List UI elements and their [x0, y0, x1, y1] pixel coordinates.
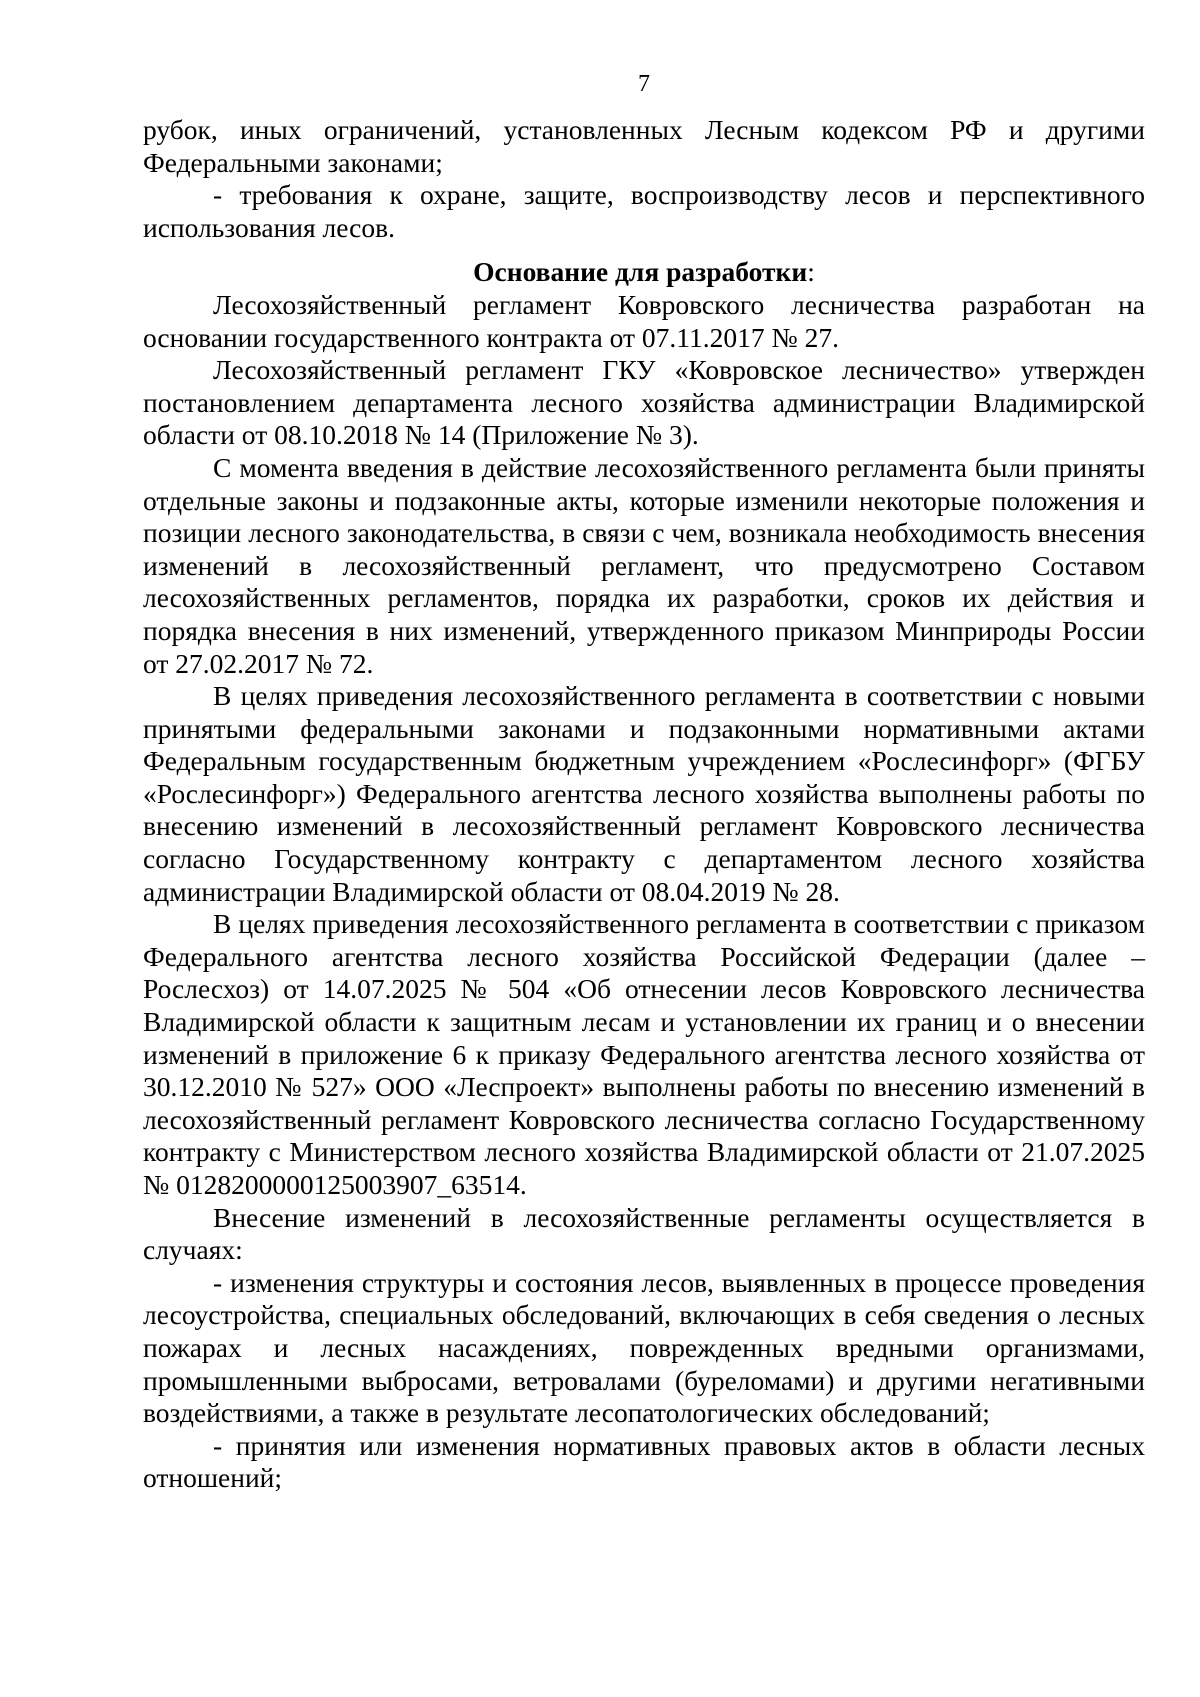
- paragraph-legislation-changes: С момента введения в действие лесохозяйственного регламента были приняты отдельные законы и подзаконные акты, которые изменили некоторые положения и позиции лесного законодательства, в связи с чем, возникала необходимость внесения изменений в лесохозяйственный регламент, что предусмотрено Составом лесохозяйственных регламентов, порядка их разработки, сроков их действия и порядка внесения в них изменений, утвержденного приказом Минприроды России от 27.02.2017 № 72.: [143, 451, 1145, 679]
- list-item-requirements: - требования к охране, защите, воспроизводству лесов и перспективного использования лесов.: [143, 179, 1145, 243]
- paragraph-basis-contract: Лесохозяйственный регламент Ковровского лесничества разработан на основании государственного контракта от 07.11.2017 № 27.: [143, 288, 1145, 353]
- paragraph-lesproekt-works: В целях приведения лесохозяйственного регламента в соответствии с приказом Федерального агентства лесного хозяйства Российской Федерации (далее – Рослесхоз) от 14.07.2025 № 504 «Об отнесении лесов Ковровского лесничества Владимирской области к защитным лесам и установлении их границ и о внесении изменений в приложение 6 к приказу Федерального агентства лесного хозяйства от 30.12.2010 № 527» ООО «Леспроект» выполнены работы по внесению изменений в лесохозяйственный регламент Ковровского лесничества согласно Государственному контракту с Министерством лесного хозяйства Владимирской области от 21.07.2025 № 0128200000125003907_63514.: [143, 908, 1145, 1200]
- paragraph-roslesinforg-works: В целях приведения лесохозяйственного регламента в соответствии с новыми принятыми федеральными законами и подзаконными нормативными актами Федеральным государственным бюджетным учреждением «Рослесинфорг» (ФГБУ «Рослесинфорг») Федерального агентства лесного хозяйства выполнены работы по внесению изменений в лесохозяйственный регламент Ковровского лесничества согласно Государственному контракту с департаментом лесного хозяйства администрации Владимирской области от 08.04.2019 № 28.: [143, 680, 1145, 907]
- section-heading-text: Основание для разработки: [473, 256, 808, 288]
- paragraph-approval: Лесохозяйственный регламент ГКУ «Ковровское лесничество» утвержден постановлением департамента лесного хозяйства администрации Владимирской области от 08.10.2018 № 14 (Приложение № 3).: [143, 354, 1145, 451]
- paragraph-amendment-cases: Внесение изменений в лесохозяйственные регламенты осуществляется в случаях:: [143, 1201, 1145, 1266]
- document-page: [143, 68, 1145, 1495]
- list-item-forest-changes: - изменения структуры и состояния лесов, выявленных в процессе проведения лесоустройства, специальных обследований, включающих в себя сведения о лесных пожарах и лесных насаждениях, поврежденных вредными организмами, промышленными выбросами, ветровалами (буреломами) и другими негативными воздействиями, а также в результате лесопатологических обследований;: [143, 1266, 1145, 1429]
- page-number: 7: [638, 71, 650, 97]
- section-heading: [143, 256, 1145, 289]
- section-heading-colon: :: [807, 256, 815, 288]
- paragraph-continuation: рубок, иных ограничений, установленных Лесным кодексом РФ и другими Федеральными законами;: [143, 114, 1145, 178]
- list-item-legal-acts: - принятия или изменения нормативных правовых актов в области лесных отношений;: [143, 1429, 1145, 1494]
